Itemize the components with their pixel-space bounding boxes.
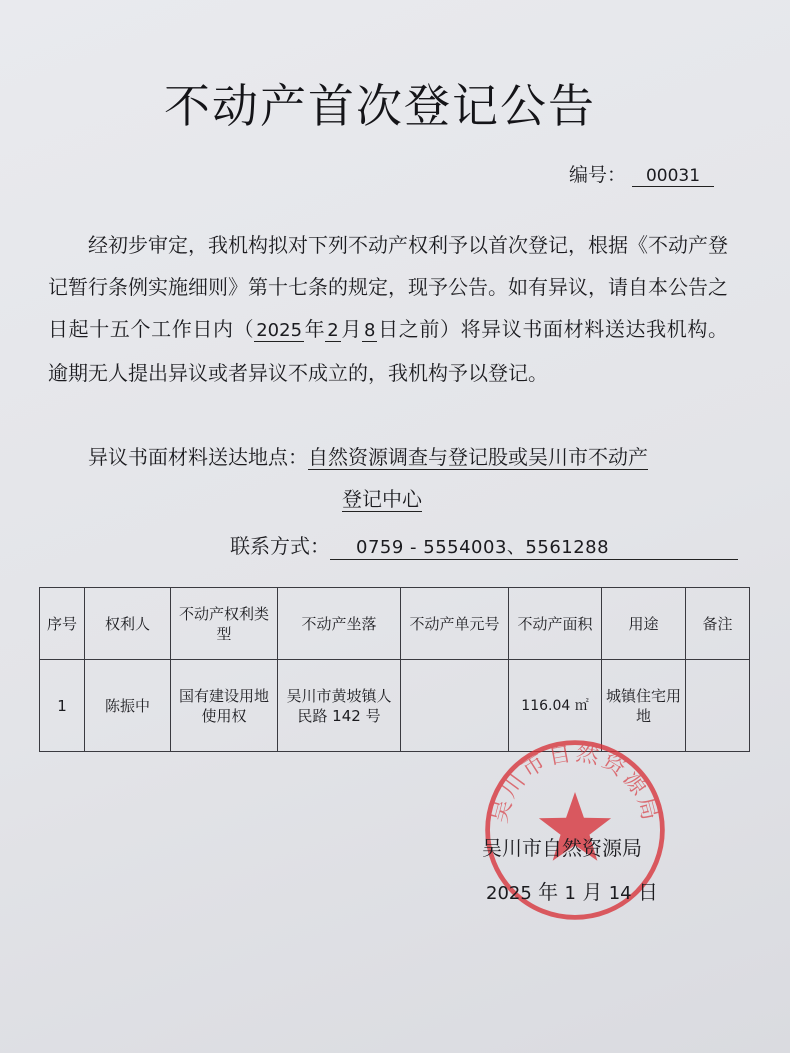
issue-date-year-unit: 年 — [538, 880, 559, 904]
header-use: 用途 — [602, 588, 686, 660]
issue-date-month-unit: 月 — [582, 880, 603, 904]
body-text-part2: 日之前）将异议书面材料送达我机构。逾期无人提出异议或者异议不成立的，我机构予以登记。 — [48, 317, 729, 385]
header-holder: 权利人 — [85, 588, 171, 660]
cell-use: 城镇住宅用地 — [602, 660, 686, 752]
header-right-type: 不动产权利类型 — [171, 588, 278, 660]
contact-phone: 0759 - 5554003、5561288 — [330, 533, 738, 560]
serial-number-row — [569, 160, 714, 187]
header-unit-no: 不动产单元号 — [401, 588, 509, 660]
issuing-authority: 吴川市自然资源局 — [482, 836, 642, 860]
address-line1: 自然资源调查与登记股或吴川市不动产 — [308, 445, 648, 469]
address-line2: 登记中心 — [342, 487, 422, 511]
header-no: 序号 — [40, 588, 85, 660]
header-remark: 备注 — [686, 588, 750, 660]
issue-date-year: 2025 — [486, 883, 532, 904]
notice-title: 不动产首次登记公告 — [164, 79, 596, 133]
notice-body — [48, 224, 728, 394]
cell-location: 吴川市黄坡镇人民路 142 号 — [278, 660, 401, 752]
issue-date-day: 14 — [608, 883, 632, 904]
cell-area: 116.04 ㎡ — [509, 660, 602, 752]
deadline-month: 2 — [327, 320, 339, 341]
cell-remark — [686, 660, 750, 752]
deadline-month-unit: 月 — [340, 317, 362, 341]
serial-label: 编号： — [568, 164, 626, 186]
cell-right-type: 国有建设用地使用权 — [171, 660, 278, 752]
deadline-year-unit: 年 — [304, 317, 326, 341]
deadline-year: 2025 — [256, 320, 303, 341]
cell-holder: 陈振中 — [85, 660, 171, 752]
objection-address — [48, 436, 738, 520]
body-text-part1: 经初步审定，我机构拟对下列不动产权利予以首次登记，根据《不动产登记暂行条例实施细则》第十七条的规定，现予公告。如有异议，请自本公告之日起十五个工作日内（ — [48, 233, 728, 341]
property-table — [39, 587, 750, 752]
issue-date-day-unit: 日 — [637, 880, 658, 904]
table-header-row — [40, 588, 750, 660]
header-location: 不动产坐落 — [278, 588, 401, 660]
deadline-day: 8 — [364, 320, 376, 341]
issue-date-month: 1 — [564, 883, 576, 904]
address-label: 异议书面材料送达地点： — [88, 445, 308, 469]
serial-number: 00031 — [632, 166, 714, 187]
seal-text: 吴川市自然资源局 — [486, 739, 664, 826]
cell-no: 1 — [40, 660, 85, 752]
contact-label: 联系方式： — [230, 534, 330, 558]
header-area: 不动产面积 — [509, 588, 602, 660]
contact-row — [230, 530, 738, 560]
issue-date — [486, 876, 658, 905]
